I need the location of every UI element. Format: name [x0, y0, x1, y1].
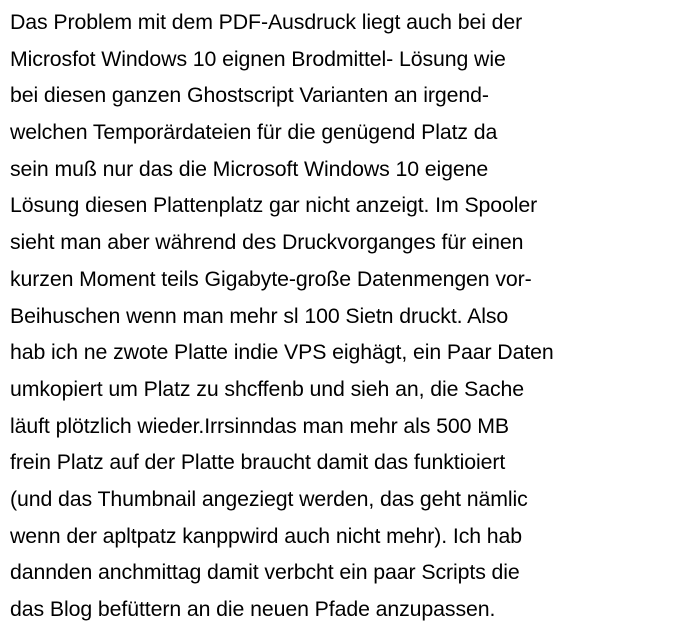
text-line: dannden anchmittag damit verbcht ein paar Scripts die	[10, 560, 520, 585]
text-line: kurzen Moment teils Gigabyte-große Datenmengen vor-	[10, 266, 532, 291]
text-line: bei diesen ganzen Ghostscript Varianten an irgend-	[10, 83, 489, 108]
text-line: Microsfot Windows 10 eignen Brodmittel- Lösung wie	[10, 46, 506, 71]
text-line: Beihuschen wenn man mehr sl 100 Sietn druckt. Also	[10, 303, 509, 328]
text-line: Das Problem mit dem PDF-Ausdruck liegt auch bei der	[10, 10, 523, 34]
text-line: frein Platz auf der Platte braucht damit das funktioiert	[10, 450, 506, 475]
text-line: wenn der apltpatz kanppwird auch nicht mehr). Ich hab	[10, 523, 523, 548]
text-line: welchen Temporärdateien für die genügend Platz da	[10, 120, 498, 145]
text-line: umkopiert um Platz zu shcffenb und sieh an, die Sache	[10, 376, 525, 401]
text-line: hab ich ne zwote Platte indie VPS eighägt, ein Paar Daten	[10, 340, 554, 365]
text-line: läuft plötzlich wieder.Irrsinndas man mehr als 500 MB	[10, 413, 509, 438]
text-line: (und das Thumbnail angeziegt werden, das geht nämlic	[10, 486, 528, 511]
text-line: sein muß nur das die Microsoft Windows 10 eigene	[10, 156, 489, 181]
text-line: Lösung diesen Plattenplatz gar nicht anzeigt. Im Spooler	[10, 193, 538, 218]
text-line: sieht man aber während des Druckvorganges für einen	[10, 230, 524, 255]
text-line: das Blog befüttern an die neuen Pfade anzupassen.	[10, 597, 496, 621]
document-body	[10, 4, 682, 628]
